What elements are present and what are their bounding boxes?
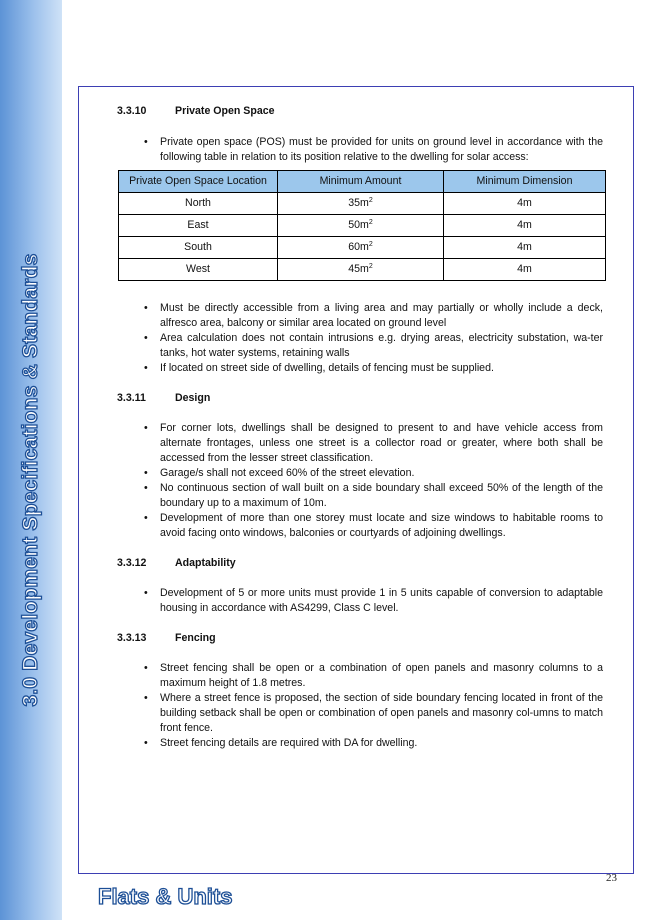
list-item: • Must be directly accessible from a living area and may partially or wholly include a deck, alfresco area, balcony or similar area located on ground level bbox=[117, 301, 603, 331]
section-title: Adaptability bbox=[175, 557, 236, 569]
list-item: • No continuous section of wall built on a side boundary shall exceed 50% of the length of the boundary up to a maximum of 10m. bbox=[117, 481, 603, 511]
amount-value: 45m bbox=[348, 263, 369, 275]
page-number: 23 bbox=[606, 872, 617, 884]
dimension-cell: 4m bbox=[444, 259, 606, 281]
bullet-list bbox=[117, 135, 603, 165]
list-item: • Private open space (POS) must be provided for units on ground level in accordance with the following table in relation to its position relative to the dwelling for solar access: bbox=[117, 135, 603, 165]
dimension-cell: 4m bbox=[444, 237, 606, 259]
list-item: • Street fencing details are required with DA for dwelling. bbox=[117, 736, 603, 751]
pos-table bbox=[118, 170, 606, 281]
amount-cell bbox=[278, 193, 444, 215]
table-header-row bbox=[119, 171, 606, 193]
location-cell: West bbox=[119, 259, 278, 281]
table-row bbox=[119, 193, 606, 215]
list-item: • If located on street side of dwelling, details of fencing must be supplied. bbox=[117, 361, 603, 376]
section-title: Private Open Space bbox=[175, 105, 275, 117]
dimension-cell: 4m bbox=[444, 215, 606, 237]
table-row bbox=[119, 259, 606, 281]
table-row bbox=[119, 215, 606, 237]
amount-cell bbox=[278, 215, 444, 237]
amount-cell bbox=[278, 237, 444, 259]
list-item: • Garage/s shall not exceed 60% of the street elevation. bbox=[117, 466, 603, 481]
section-heading-adaptability bbox=[117, 556, 603, 571]
sidebar-band bbox=[0, 0, 62, 920]
list-item: • Development of more than one storey must locate and size windows to habitable rooms to avoid facing onto windows, balconies or courtyards of adjoining dwellings. bbox=[117, 511, 603, 541]
column-header: Minimum Dimension bbox=[444, 171, 606, 193]
location-cell: South bbox=[119, 237, 278, 259]
section-heading-design bbox=[117, 391, 603, 406]
section-heading-fencing bbox=[117, 631, 603, 646]
footer-document-title: Flats & Units bbox=[98, 884, 233, 909]
section-number: 3.3.10 bbox=[117, 105, 147, 117]
location-cell: East bbox=[119, 215, 278, 237]
page-content bbox=[117, 104, 603, 751]
section-title: Design bbox=[175, 392, 211, 404]
list-item: • Development of 5 or more units must provide 1 in 5 units capable of conversion to adaptable housing in accordance with AS4299, Class C level. bbox=[117, 586, 603, 616]
dimension-cell: 4m bbox=[444, 193, 606, 215]
unit-superscript: 2 bbox=[368, 241, 373, 248]
section-title: Fencing bbox=[175, 632, 216, 644]
section-number: 3.3.11 bbox=[117, 392, 146, 404]
amount-value: 35m bbox=[348, 197, 369, 209]
bullet-list bbox=[117, 301, 603, 376]
bullet-list bbox=[117, 586, 603, 616]
list-item: • Street fencing shall be open or a combination of open panels and masonry columns to a maximum height of 1.8 metres. bbox=[117, 661, 603, 691]
unit-superscript: 2 bbox=[368, 263, 373, 270]
column-header: Private Open Space Location bbox=[119, 171, 278, 193]
location-cell: North bbox=[119, 193, 278, 215]
section-heading-private-open-space bbox=[117, 104, 603, 119]
section-number: 3.3.13 bbox=[117, 632, 147, 644]
list-item: • Where a street fence is proposed, the section of side boundary fencing located in front of the building setback shall be open or combination of open panels and masonry col-umns to match front fence. bbox=[117, 691, 603, 736]
unit-superscript: 2 bbox=[368, 219, 373, 226]
amount-cell bbox=[278, 259, 444, 281]
amount-value: 60m bbox=[348, 241, 369, 253]
bullet-list bbox=[117, 421, 603, 541]
bullet-list bbox=[117, 661, 603, 751]
list-item: • Area calculation does not contain intrusions e.g. drying areas, electricity substation, wa-ter tanks, hot water systems, retaining walls bbox=[117, 331, 603, 361]
list-item: • For corner lots, dwellings shall be designed to present to and have vehicle access from alternate frontages, unless one street is a collector road or greater, where both shall be accessed from the lesser street classification. bbox=[117, 421, 603, 466]
sidebar-chapter-title: 3.0 Development Specifications & Standards bbox=[19, 253, 42, 707]
column-header: Minimum Amount bbox=[278, 171, 444, 193]
unit-superscript: 2 bbox=[368, 197, 373, 204]
table-row bbox=[119, 237, 606, 259]
amount-value: 50m bbox=[348, 219, 369, 231]
section-number: 3.3.12 bbox=[117, 557, 147, 569]
